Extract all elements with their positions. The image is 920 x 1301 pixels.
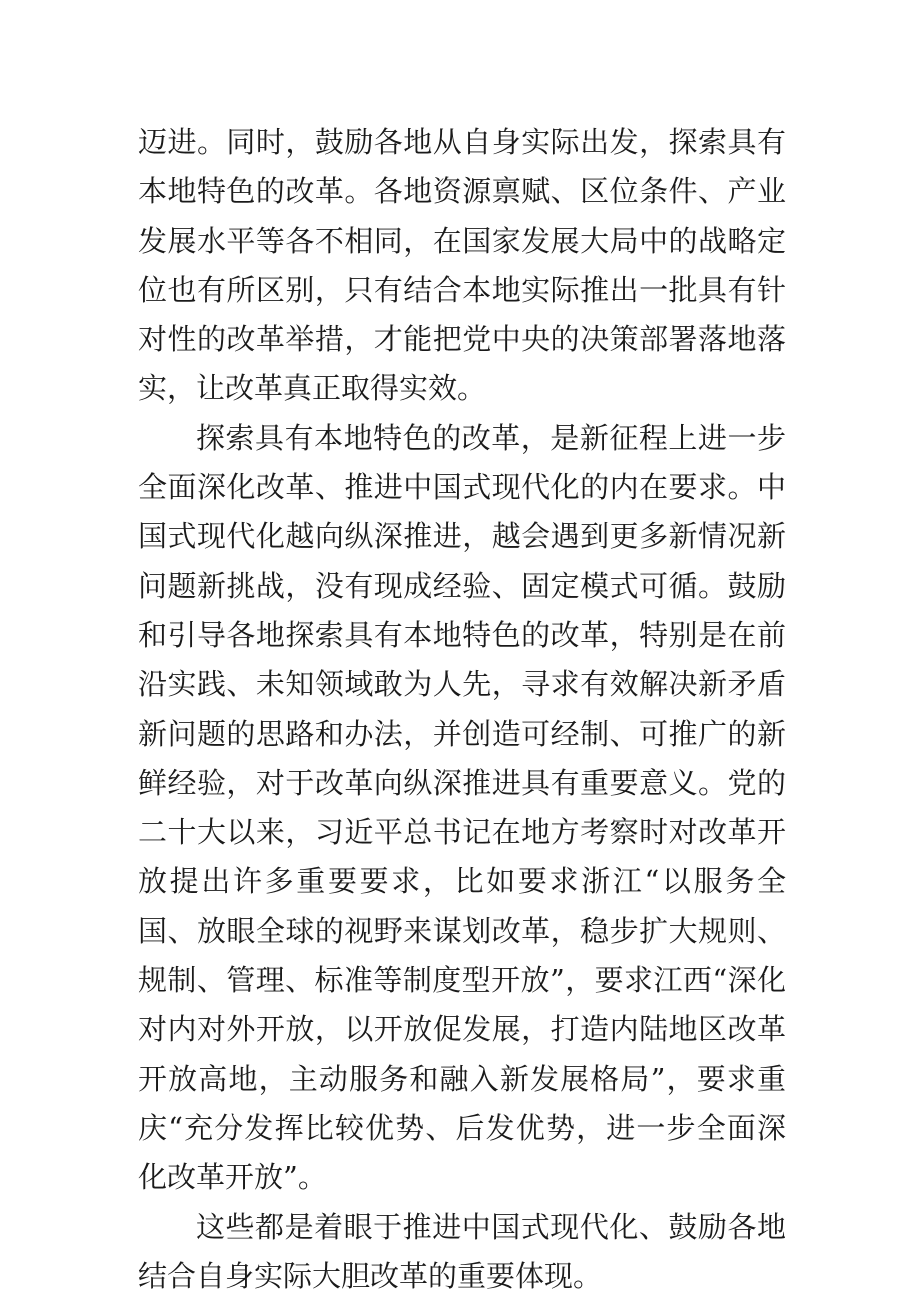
paragraph-continuation: 迈进。同时，鼓励各地从自身实际出发，探索具有本地特色的改革。各地资源禀赋、区位条件、产业发展水平等各不相同，在国家发展大局中的战略定位也有所区别，只有结合本地实际推出一批具有针对性的改革举措，才能把党中央的决策部署落地落实，让改革真正取得实效。	[138, 125, 786, 406]
paragraph-conclusion: 这些都是着眼于推进中国式现代化、鼓励各地结合自身实际大胆改革的重要体现。	[138, 1209, 786, 1293]
document-body	[138, 118, 786, 1301]
paragraph-local-reform: 探索具有本地特色的改革，是新征程上进一步全面深化改革、推进中国式现代化的内在要求。中国式现代化越向纵深推进，越会遇到更多新情况新问题新挑战，没有现成经验、固定模式可循。鼓励和引导各地探索具有本地特色的改革，特别是在前沿实践、未知领域敢为人先，寻求有效解决新矛盾新问题的思路和办法，并创造可经制、可推广的新鲜经验，对于改革向纵深推进具有重要意义。党的二十大以来，习近平总书记在地方考察时对改革开放提出许多重要要求，比如要求浙江“以服务全国、放眼全球的视野来谋划改革，稳步扩大规则、规制、管理、标准等制度型开放”，要求江西“深化对内对外开放，以开放促发展，打造内陆地区改革开放高地，主动服务和融入新发展格局”，要求重庆“充分发挥比较优势、后发优势，进一步全面深化改革开放”。	[138, 420, 786, 1195]
